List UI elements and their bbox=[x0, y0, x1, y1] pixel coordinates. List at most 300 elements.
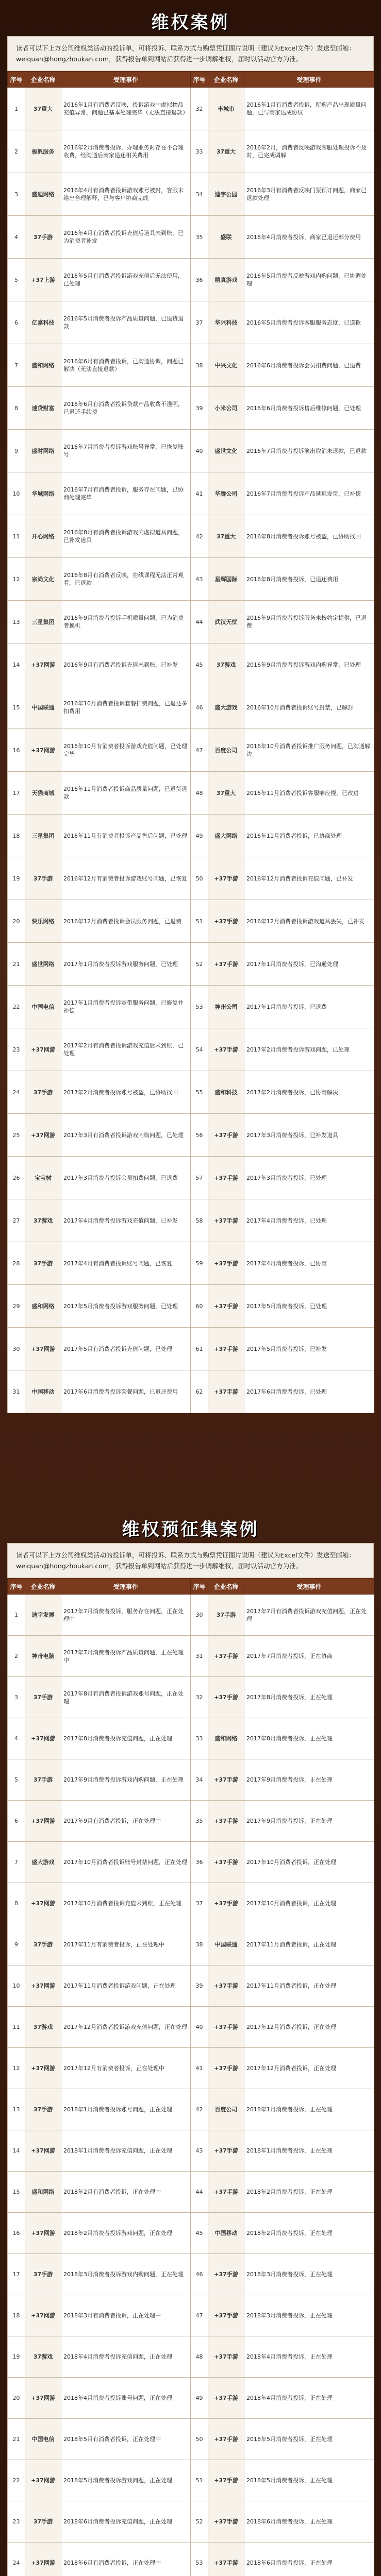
case-description: 2017年7月消费者投诉，服务存在问题，正在处理中 bbox=[61, 1595, 191, 1636]
case-description: 2017年2月消费者投诉游戏问题，已处理 bbox=[244, 1028, 374, 1071]
table-row bbox=[8, 1759, 374, 1801]
company-name: 神舟电脑 bbox=[25, 1636, 61, 1677]
table-row bbox=[8, 1328, 374, 1370]
case-description: 2016年5月消费者反映游戏内购问题，已协调处理 bbox=[244, 259, 374, 301]
table-row bbox=[8, 472, 374, 515]
case-description: 2018年6月消费者投诉，正在处理 bbox=[244, 2501, 374, 2543]
company-name: +37手游 bbox=[208, 1801, 244, 1842]
table-row bbox=[8, 1842, 374, 1883]
company-name: 百度公司 bbox=[208, 2089, 244, 2130]
case-description: 2017年6月消费者投诉，已处理 bbox=[244, 1370, 374, 1413]
case-description: 2017年11月消费者投诉，正在处理 bbox=[244, 1965, 374, 2007]
company-name: +37手游 bbox=[208, 1328, 244, 1370]
row-number: 24 bbox=[8, 2543, 25, 2576]
company-name: 快乐网络 bbox=[25, 900, 61, 943]
table-row bbox=[8, 2254, 374, 2295]
company-name: 盛世文化 bbox=[208, 430, 244, 472]
case-description: 2018年2月消费者投诉，正在处理 bbox=[244, 2213, 374, 2254]
case-description: 2016年8月消费者投诉，已退还费用 bbox=[244, 558, 374, 601]
table-row bbox=[8, 2048, 374, 2089]
row-number: 16 bbox=[8, 729, 25, 772]
row-number: 3 bbox=[8, 1677, 25, 1718]
company-name: 37手游 bbox=[208, 1595, 244, 1636]
case-description: 2017年9月消费者投诉，正在处理 bbox=[244, 1801, 374, 1842]
row-number: 13 bbox=[8, 2089, 25, 2130]
row-number: 11 bbox=[8, 2007, 25, 2048]
row-number: 1 bbox=[8, 88, 25, 130]
company-name: 百度公司 bbox=[208, 729, 244, 772]
case-description: 2016年9月消费者投诉游戏内购异常，已处理 bbox=[244, 643, 374, 686]
table-row bbox=[8, 1028, 374, 1071]
row-number: 19 bbox=[8, 857, 25, 900]
row-number: 45 bbox=[191, 643, 208, 686]
row-number: 50 bbox=[191, 2419, 208, 2460]
case-description: 2016年7月消费者投诉游戏账号异常，已恢复账号 bbox=[61, 430, 191, 472]
case-description: 2018年3月有消费者投诉，正在处理中 bbox=[61, 2295, 191, 2336]
company-name: +37网游 bbox=[25, 2378, 61, 2419]
table-row bbox=[8, 857, 374, 900]
table-row bbox=[8, 601, 374, 643]
company-name: 迪宇发展 bbox=[25, 1595, 61, 1636]
row-number: 29 bbox=[8, 1285, 25, 1328]
company-name: +37手游 bbox=[208, 1370, 244, 1413]
case-description: 2017年1月消费者投诉，已沟通处理 bbox=[244, 943, 374, 986]
row-number: 30 bbox=[191, 1595, 208, 1636]
company-name: +37手游 bbox=[208, 2419, 244, 2460]
row-number: 45 bbox=[191, 2213, 208, 2254]
case-description: 2017年9月消费者投诉，正在处理 bbox=[244, 1759, 374, 1801]
company-name: 华城网络 bbox=[25, 472, 61, 515]
row-number: 2 bbox=[8, 130, 25, 173]
company-name: +37手游 bbox=[208, 1028, 244, 1071]
case-description: 2017年4月消费者投诉，已处理 bbox=[244, 1199, 374, 1242]
company-name: 华兴科技 bbox=[208, 301, 244, 344]
case-description: 2016年10月消费者投诉套餐扣费问题，已退还多扣费用 bbox=[61, 686, 191, 729]
company-name: +37上游 bbox=[25, 259, 61, 301]
row-number: 33 bbox=[191, 130, 208, 173]
row-number: 14 bbox=[8, 2130, 25, 2172]
row-number: 46 bbox=[191, 2254, 208, 2295]
case-description: 2017年3月有消费者投诉游戏内购问题，已处理 bbox=[61, 1114, 191, 1157]
row-number: 27 bbox=[8, 1199, 25, 1242]
case-description: 2016年10月消费者投诉账号封禁，已解封 bbox=[244, 686, 374, 729]
row-number: 32 bbox=[191, 1677, 208, 1718]
row-number: 52 bbox=[191, 2501, 208, 2543]
company-name: +37网游 bbox=[25, 1328, 61, 1370]
row-number: 56 bbox=[191, 1114, 208, 1157]
company-name: +37网游 bbox=[25, 2460, 61, 2501]
case-description: 2018年2月消费者投诉游戏问题，正在处理 bbox=[61, 2213, 191, 2254]
row-number: 38 bbox=[191, 344, 208, 387]
case-description: 2017年8月有消费者投诉游戏账号问题，正在处理 bbox=[61, 1677, 191, 1718]
company-name: 37手游 bbox=[25, 1677, 61, 1718]
row-number: 10 bbox=[8, 472, 25, 515]
company-name: 盛和网络 bbox=[25, 1285, 61, 1328]
table-row bbox=[8, 259, 374, 301]
company-name: +37网游 bbox=[25, 643, 61, 686]
case-description: 2017年4月有消费者投诉账号问题，已恢复 bbox=[61, 1242, 191, 1285]
case-description: 2018年3月消费者投诉，正在处理 bbox=[244, 2254, 374, 2295]
case-description: 2018年1月消费者投诉，正在处理 bbox=[244, 2089, 374, 2130]
company-name: +37手游 bbox=[208, 943, 244, 986]
row-number: 13 bbox=[8, 601, 25, 643]
company-name: +37手游 bbox=[208, 2501, 244, 2543]
row-number: 12 bbox=[8, 2048, 25, 2089]
section-1-table bbox=[7, 71, 374, 1413]
company-name: 盛时网络 bbox=[25, 430, 61, 472]
company-name: 天猫商城 bbox=[25, 772, 61, 815]
company-name: 迪宇公园 bbox=[208, 173, 244, 216]
table-row bbox=[8, 1677, 374, 1718]
case-description: 2016年9月消费者投诉服务未按约定提供，已退费 bbox=[244, 601, 374, 643]
case-description: 2017年6月消费者投诉套餐问题，已退还费用 bbox=[61, 1370, 191, 1413]
table-row bbox=[8, 900, 374, 943]
row-number: 5 bbox=[8, 259, 25, 301]
row-number: 48 bbox=[191, 2336, 208, 2378]
case-description: 2017年12月消费者投诉游戏充值问题，正在处理 bbox=[61, 2007, 191, 2048]
row-number: 30 bbox=[8, 1328, 25, 1370]
case-description: 2017年2月消费者投诉，已协商解决 bbox=[244, 1071, 374, 1114]
row-number: 6 bbox=[8, 301, 25, 344]
company-name: 盛和科技 bbox=[208, 1071, 244, 1114]
company-name: 盛大游戏 bbox=[208, 686, 244, 729]
row-number: 1 bbox=[8, 1595, 25, 1636]
case-description: 2018年2月有消费者投诉，正在处理中 bbox=[61, 2172, 191, 2213]
company-name: 37手游 bbox=[25, 1924, 61, 1965]
case-description: 2016年5月有消费者投诉游戏充值后无法使用，已处理 bbox=[61, 259, 191, 301]
row-number: 62 bbox=[191, 1370, 208, 1413]
company-name: 中国联通 bbox=[208, 1924, 244, 1965]
table-row bbox=[8, 1071, 374, 1114]
case-description: 2018年4月消费者投诉充值问题，正在处理 bbox=[61, 2336, 191, 2378]
company-name: 中国移动 bbox=[208, 2213, 244, 2254]
row-number: 2 bbox=[8, 1636, 25, 1677]
case-description: 2017年2月有消费者投诉游戏充值后未到账，已处理 bbox=[61, 1028, 191, 1071]
company-name: +37网游 bbox=[25, 1114, 61, 1157]
case-description: 2017年7月有消费者投诉游戏充值问题，正在处理 bbox=[244, 1595, 374, 1636]
section-2-title: 维权预征集案例 bbox=[122, 1519, 259, 1540]
row-number: 32 bbox=[191, 88, 208, 130]
table-row bbox=[8, 1883, 374, 1924]
case-description: 2017年11月有消费者投诉，正在处理中 bbox=[61, 1924, 191, 1965]
row-number: 61 bbox=[191, 1328, 208, 1370]
row-number: 3 bbox=[8, 173, 25, 216]
case-description: 2016年6月有消费者投诉，已沟通协调，问题已解决（无法直接退款） bbox=[61, 344, 191, 387]
case-description: 2017年10月消费者投诉充值未到账，正在处理 bbox=[61, 1883, 191, 1924]
table-row bbox=[8, 2419, 374, 2460]
case-description: 2017年4月消费者投诉，已协商 bbox=[244, 1242, 374, 1285]
company-name: 三星集团 bbox=[25, 601, 61, 643]
company-name: 中国电信 bbox=[25, 2419, 61, 2460]
section-1-title: 维权案例 bbox=[151, 12, 230, 33]
company-name: +37手游 bbox=[208, 2254, 244, 2295]
table-row bbox=[8, 1370, 374, 1413]
row-number: 51 bbox=[191, 900, 208, 943]
case-description: 2017年10月消费者投诉，正在处理 bbox=[244, 1883, 374, 1924]
company-name: 亿嘉科技 bbox=[25, 301, 61, 344]
company-name: +37网游 bbox=[25, 2213, 61, 2254]
case-description: 2017年3月消费者投诉，已补发道具 bbox=[244, 1114, 374, 1157]
section-1-intro: 读者可以下上方公司维权类活动的投诉单，可将投诉、联系方式与购票凭证图片说明（建议为Excel文件）发送至邮箱：weiquan@hongzhoukan.com，获得报告单到网站后获得进一步调解维权，届时以活动官方为准。 bbox=[7, 36, 374, 71]
case-description: 2018年1月消费者投诉账号问题，正在处理 bbox=[61, 2089, 191, 2130]
case-description: 2017年8月消费者投诉，正在处理 bbox=[244, 1718, 374, 1759]
company-name: 速贷财富 bbox=[25, 387, 61, 430]
table-row bbox=[8, 815, 374, 857]
row-number: 8 bbox=[8, 1883, 25, 1924]
case-description: 2017年4月消费者投诉游戏充值问题，已补发 bbox=[61, 1199, 191, 1242]
case-description: 2018年4月消费者投诉，正在处理 bbox=[244, 2336, 374, 2378]
company-name: 37手游 bbox=[25, 216, 61, 259]
company-name: 盛大网络 bbox=[208, 815, 244, 857]
company-name: +37手游 bbox=[208, 2460, 244, 2501]
case-description: 2018年6月消费者投诉充值问题，正在处理 bbox=[61, 2501, 191, 2543]
company-name: +37网游 bbox=[25, 1965, 61, 2007]
row-number: 46 bbox=[191, 686, 208, 729]
case-description: 2018年2月消费者投诉，正在处理 bbox=[244, 2172, 374, 2213]
row-number: 20 bbox=[8, 2378, 25, 2419]
row-number: 15 bbox=[8, 686, 25, 729]
company-name: +37网游 bbox=[25, 2130, 61, 2172]
section-2-table bbox=[7, 1578, 374, 2576]
case-description: 2016年11月消费者投诉客服响应慢，已改进 bbox=[244, 772, 374, 815]
company-name: 中国电信 bbox=[25, 986, 61, 1028]
table-row bbox=[8, 2460, 374, 2501]
company-name: 37手游 bbox=[25, 857, 61, 900]
case-description: 2018年1月消费者投诉充值问题，正在处理 bbox=[61, 2130, 191, 2172]
table-row bbox=[8, 643, 374, 686]
row-number: 21 bbox=[8, 943, 25, 986]
case-description: 2017年1月消费者投诉宽带服务问题，已修复并补偿 bbox=[61, 986, 191, 1028]
row-number: 8 bbox=[8, 387, 25, 430]
company-name: +37手游 bbox=[208, 2543, 244, 2576]
table-row bbox=[8, 2213, 374, 2254]
table-row bbox=[8, 216, 374, 259]
case-description: 2017年7月消费者投诉，正在协商 bbox=[244, 1636, 374, 1677]
case-description: 2016年4月有消费者投诉游戏账号被封，客服未给出合理解释，已与客户协商完成 bbox=[61, 173, 191, 216]
company-name: 37重大 bbox=[208, 130, 244, 173]
case-description: 2016年1月有消费者反映，投诉游戏中虚拟物品充值异常，问题已基本处理完毕（无法直接退款） bbox=[61, 88, 191, 130]
case-description: 2017年3月消费者投诉，已处理 bbox=[244, 1157, 374, 1199]
case-description: 2017年1月消费者投诉，已退费 bbox=[244, 986, 374, 1028]
section-1 bbox=[7, 5, 374, 1413]
case-description: 2016年4月消费者投诉，商家已退还部分费用 bbox=[244, 216, 374, 259]
case-description: 2016年8月有消费者投诉游戏内虚拟道具问题，已补发道具 bbox=[61, 515, 191, 558]
company-name: +37手游 bbox=[208, 1285, 244, 1328]
row-number: 9 bbox=[8, 1924, 25, 1965]
case-description: 2016年8月有消费者反映，在线课程无法正常观看，已退款 bbox=[61, 558, 191, 601]
row-number: 23 bbox=[8, 2501, 25, 2543]
case-description: 2017年8月消费者投诉，正在处理 bbox=[244, 1677, 374, 1718]
company-name: +37手游 bbox=[208, 900, 244, 943]
case-description: 2017年11月消费者投诉，正在处理 bbox=[244, 1924, 374, 1965]
company-name: 37游戏 bbox=[25, 2007, 61, 2048]
case-description: 2018年5月消费者投诉，正在处理 bbox=[244, 2419, 374, 2460]
row-number: 43 bbox=[191, 558, 208, 601]
row-number: 25 bbox=[8, 1114, 25, 1157]
row-number: 36 bbox=[191, 259, 208, 301]
company-name: 开心网络 bbox=[25, 515, 61, 558]
company-name: +37网游 bbox=[25, 1028, 61, 1071]
row-number: 49 bbox=[191, 815, 208, 857]
row-number: 41 bbox=[191, 2048, 208, 2089]
company-name: 37重大 bbox=[208, 515, 244, 558]
table-row bbox=[8, 686, 374, 729]
table-row bbox=[8, 2172, 374, 2213]
company-name: 37游戏 bbox=[25, 1199, 61, 1242]
row-number: 35 bbox=[191, 216, 208, 259]
section-2 bbox=[7, 1512, 374, 2576]
company-name: +37手游 bbox=[208, 857, 244, 900]
case-description: 2016年6月有消费者投诉贷款产品收费不透明，已退还手续费 bbox=[61, 387, 191, 430]
company-name: 三星集团 bbox=[25, 815, 61, 857]
case-description: 2016年3月有消费者反映门票预订问题，商家已退款处理 bbox=[244, 173, 374, 216]
company-name: +37手游 bbox=[208, 1114, 244, 1157]
table-row bbox=[8, 986, 374, 1028]
row-number: 22 bbox=[8, 986, 25, 1028]
row-number: 18 bbox=[8, 2295, 25, 2336]
company-name: 小米公司 bbox=[208, 387, 244, 430]
case-description: 2017年5月消费者投诉游戏服务问题，已处理 bbox=[61, 1285, 191, 1328]
case-description: 2016年9月有消费者投诉充值未到账，已补发 bbox=[61, 643, 191, 686]
company-name: 丰城市 bbox=[208, 88, 244, 130]
case-description: 2017年1月消费者投诉游戏服务问题，已处理 bbox=[61, 943, 191, 986]
company-name: 盛联 bbox=[208, 216, 244, 259]
row-number: 50 bbox=[191, 857, 208, 900]
company-name: +37手游 bbox=[208, 1199, 244, 1242]
row-number: 41 bbox=[191, 472, 208, 515]
company-name: +37网游 bbox=[25, 729, 61, 772]
company-name: 37手游 bbox=[25, 1759, 61, 1801]
row-number: 10 bbox=[8, 1965, 25, 2007]
case-description: 2016年12月消费者投诉游戏道具丢失，已补发 bbox=[244, 900, 374, 943]
table-row bbox=[8, 515, 374, 558]
section-2-rows bbox=[8, 1595, 374, 2576]
row-number: 40 bbox=[191, 430, 208, 472]
row-number: 12 bbox=[8, 558, 25, 601]
case-description: 2016年5月消费者投诉产品质量问题，已退货退款 bbox=[61, 301, 191, 344]
case-description: 2016年7月消费者投诉产品延迟发货，已补偿 bbox=[244, 472, 374, 515]
case-description: 2016年11月有消费者投诉产品售后问题，已处理 bbox=[61, 815, 191, 857]
case-description: 2018年4月消费者投诉账号问题，正在处理 bbox=[61, 2378, 191, 2419]
case-description: 2017年12月消费者投诉，正在处理 bbox=[244, 2048, 374, 2089]
case-description: 2017年7月消费者投诉产品质量问题，正在处理中 bbox=[61, 1636, 191, 1677]
row-number: 53 bbox=[191, 2543, 208, 2576]
row-number: 59 bbox=[191, 1242, 208, 1285]
table-row bbox=[8, 1718, 374, 1759]
company-name: 37手游 bbox=[25, 2089, 61, 2130]
row-number: 58 bbox=[191, 1199, 208, 1242]
table-row bbox=[8, 558, 374, 601]
case-description: 2016年5月消费者投诉客服服务态度，已道歉 bbox=[244, 301, 374, 344]
row-number: 53 bbox=[191, 986, 208, 1028]
row-number: 36 bbox=[191, 1842, 208, 1883]
case-description: 2017年3月消费者投诉会员扣费问题，已退费 bbox=[61, 1157, 191, 1199]
row-number: 20 bbox=[8, 900, 25, 943]
case-description: 2017年11月消费者投诉游戏问题，正在处理 bbox=[61, 1965, 191, 2007]
table-row bbox=[8, 2336, 374, 2378]
case-description: 2017年10月消费者投诉，正在处理 bbox=[244, 1842, 374, 1883]
case-description: 2018年1月消费者投诉，正在处理 bbox=[244, 2130, 374, 2172]
company-name: 盛和网络 bbox=[25, 2172, 61, 2213]
row-number: 49 bbox=[191, 2378, 208, 2419]
row-number: 9 bbox=[8, 430, 25, 472]
case-description: 2016年6月消费者投诉售后维修问题，已处理 bbox=[244, 387, 374, 430]
row-number: 4 bbox=[8, 1718, 25, 1759]
row-number: 24 bbox=[8, 1071, 25, 1114]
company-name: +37手游 bbox=[208, 2048, 244, 2089]
table-row bbox=[8, 173, 374, 216]
company-name: +37网游 bbox=[25, 2048, 61, 2089]
row-number: 42 bbox=[191, 515, 208, 558]
table-row bbox=[8, 2130, 374, 2172]
row-number: 48 bbox=[191, 772, 208, 815]
row-number: 52 bbox=[191, 943, 208, 986]
company-name: +37手游 bbox=[208, 2336, 244, 2378]
row-number: 38 bbox=[191, 1924, 208, 1965]
section-1-rows bbox=[8, 88, 374, 1413]
case-description: 2016年2月，消费者反映游戏客服处理投诉不及时，已完成调解 bbox=[244, 130, 374, 173]
company-name: +37手游 bbox=[208, 2007, 244, 2048]
company-name: 盛和网络 bbox=[208, 1718, 244, 1759]
row-number: 54 bbox=[191, 1028, 208, 1071]
company-name: +37手游 bbox=[208, 1636, 244, 1677]
row-number: 34 bbox=[191, 1759, 208, 1801]
row-number: 39 bbox=[191, 1965, 208, 2007]
row-number: 6 bbox=[8, 1801, 25, 1842]
case-description: 2018年4月消费者投诉，正在处理 bbox=[244, 2378, 374, 2419]
row-number: 17 bbox=[8, 772, 25, 815]
row-number: 39 bbox=[191, 387, 208, 430]
table-row bbox=[8, 1199, 374, 1242]
row-number: 44 bbox=[191, 2172, 208, 2213]
company-name: 精真游戏 bbox=[208, 259, 244, 301]
case-description: 2017年5月有消费者投诉充值问题，已处理 bbox=[61, 1328, 191, 1370]
table-row bbox=[8, 430, 374, 472]
table-row bbox=[8, 1595, 374, 1636]
table-row bbox=[8, 1636, 374, 1677]
table-header: 序号 企业名称 受理事件 序号 企业名称 受理事件 bbox=[8, 72, 374, 88]
company-name: 37重大 bbox=[208, 772, 244, 815]
row-number: 23 bbox=[8, 1028, 25, 1071]
company-name: 37手游 bbox=[25, 1242, 61, 1285]
case-description: 2018年5月有消费者投诉，正在处理中 bbox=[61, 2419, 191, 2460]
case-description: 2017年9月有消费者投诉，正在处理中 bbox=[61, 1801, 191, 1842]
case-description: 2016年12月有消费者投诉游戏账号问题，已恢复 bbox=[61, 857, 191, 900]
case-description: 2016年10月有消费者投诉游戏充值问题，已处理完毕 bbox=[61, 729, 191, 772]
company-name: 37手游 bbox=[25, 2254, 61, 2295]
row-number: 44 bbox=[191, 601, 208, 643]
case-description: 2018年5月消费者投诉游戏问题，正在处理 bbox=[61, 2460, 191, 2501]
row-number: 51 bbox=[191, 2460, 208, 2501]
company-name: 中国移动 bbox=[25, 1370, 61, 1413]
row-number: 47 bbox=[191, 729, 208, 772]
row-number: 11 bbox=[8, 515, 25, 558]
company-name: +37手游 bbox=[208, 1883, 244, 1924]
table-row bbox=[8, 2007, 374, 2048]
company-name: 华腾公司 bbox=[208, 472, 244, 515]
company-name: 37游戏 bbox=[208, 643, 244, 686]
company-name: 盛和网络 bbox=[25, 344, 61, 387]
row-number: 7 bbox=[8, 1842, 25, 1883]
company-name: +37网游 bbox=[25, 1718, 61, 1759]
row-number: 5 bbox=[8, 1759, 25, 1801]
company-name: 极帆服务 bbox=[25, 130, 61, 173]
company-name: +37网游 bbox=[25, 2543, 61, 2576]
row-number: 37 bbox=[191, 301, 208, 344]
company-name: 37手游 bbox=[25, 1071, 61, 1114]
row-number: 15 bbox=[8, 2172, 25, 2213]
company-name: 盛迪网络 bbox=[25, 173, 61, 216]
